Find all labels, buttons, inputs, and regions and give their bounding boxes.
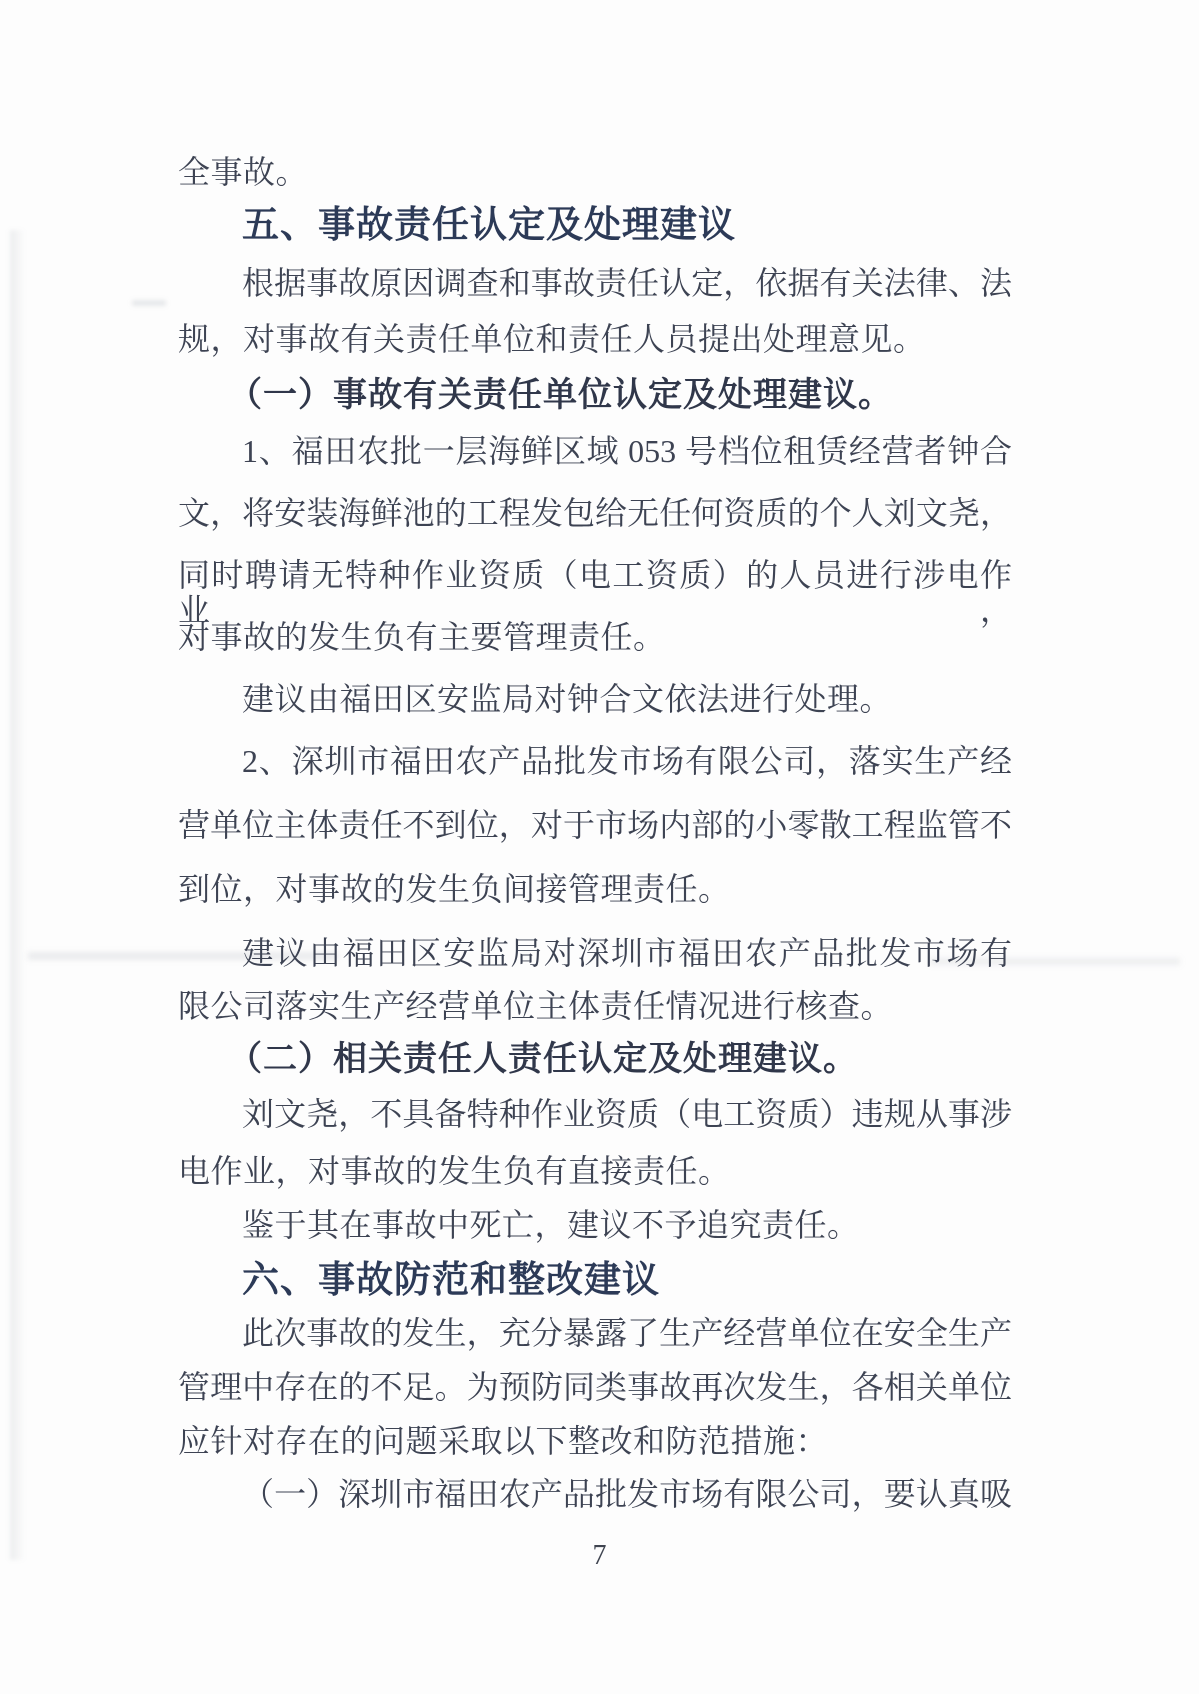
sub-heading-2: （二）相关责任人责任认定及处理建议。 — [228, 1041, 858, 1078]
body-line: 文，将安装海鲜池的工程发包给无任何资质的个人刘文尧， — [178, 495, 1012, 531]
body-line: 电作业，对事故的发生负有直接责任。 — [178, 1153, 731, 1189]
scan-smudge-dash — [132, 300, 166, 306]
body-line: 对事故的发生负有主要管理责任。 — [178, 619, 666, 655]
body-line: 此次事故的发生，充分暴露了生产经营单位在安全生产 — [242, 1315, 1012, 1351]
body-line: 到位，对事故的发生负间接管理责任。 — [178, 871, 731, 907]
body-line: 全事故。 — [178, 154, 309, 190]
body-line: 1、福田农批一层海鲜区域 053 号档位租赁经营者钟合 — [242, 433, 1012, 469]
body-line: 刘文尧，不具备特种作业资质（电工资质）违规从事涉 — [242, 1096, 1012, 1132]
body-line: 鉴于其在事故中死亡，建议不予追究责任。 — [242, 1207, 860, 1243]
body-line: 根据事故原因调查和事故责任认定，依据有关法律、法 — [242, 265, 1012, 301]
body-line: 管理中存在的不足。为预防同类事故再次发生，各相关单位 — [178, 1369, 1012, 1405]
sub-heading-1: （一）事故有关责任单位认定及处理建议。 — [228, 377, 893, 414]
section-heading-5: 五、事故责任认定及处理建议 — [242, 204, 736, 245]
body-line: 同时聘请无特种作业资质（电工资质）的人员进行涉电作业， — [178, 557, 1012, 629]
body-line: 应针对存在的问题采取以下整改和防范措施： — [178, 1423, 829, 1459]
body-line: 限公司落实生产经营单位主体责任情况进行核查。 — [178, 988, 894, 1024]
body-line: 建议由福田区安监局对深圳市福田农产品批发市场有 — [242, 935, 1012, 971]
body-line: 规，对事故有关责任单位和责任人员提出处理意见。 — [178, 321, 926, 357]
page-number: 7 — [592, 1540, 607, 1571]
body-line: 营单位主体责任不到位，对于市场内部的小零散工程监管不 — [178, 807, 1012, 843]
body-line: 2、深圳市福田农产品批发市场有限公司，落实生产经 — [242, 743, 1012, 779]
section-heading-6: 六、事故防范和整改建议 — [242, 1259, 660, 1300]
scan-smudge-left-band — [10, 230, 25, 1560]
body-line: 建议由福田区安监局对钟合文依法进行处理。 — [242, 681, 893, 717]
body-line: （一）深圳市福田农产品批发市场有限公司，要认真吸 — [242, 1476, 1012, 1512]
